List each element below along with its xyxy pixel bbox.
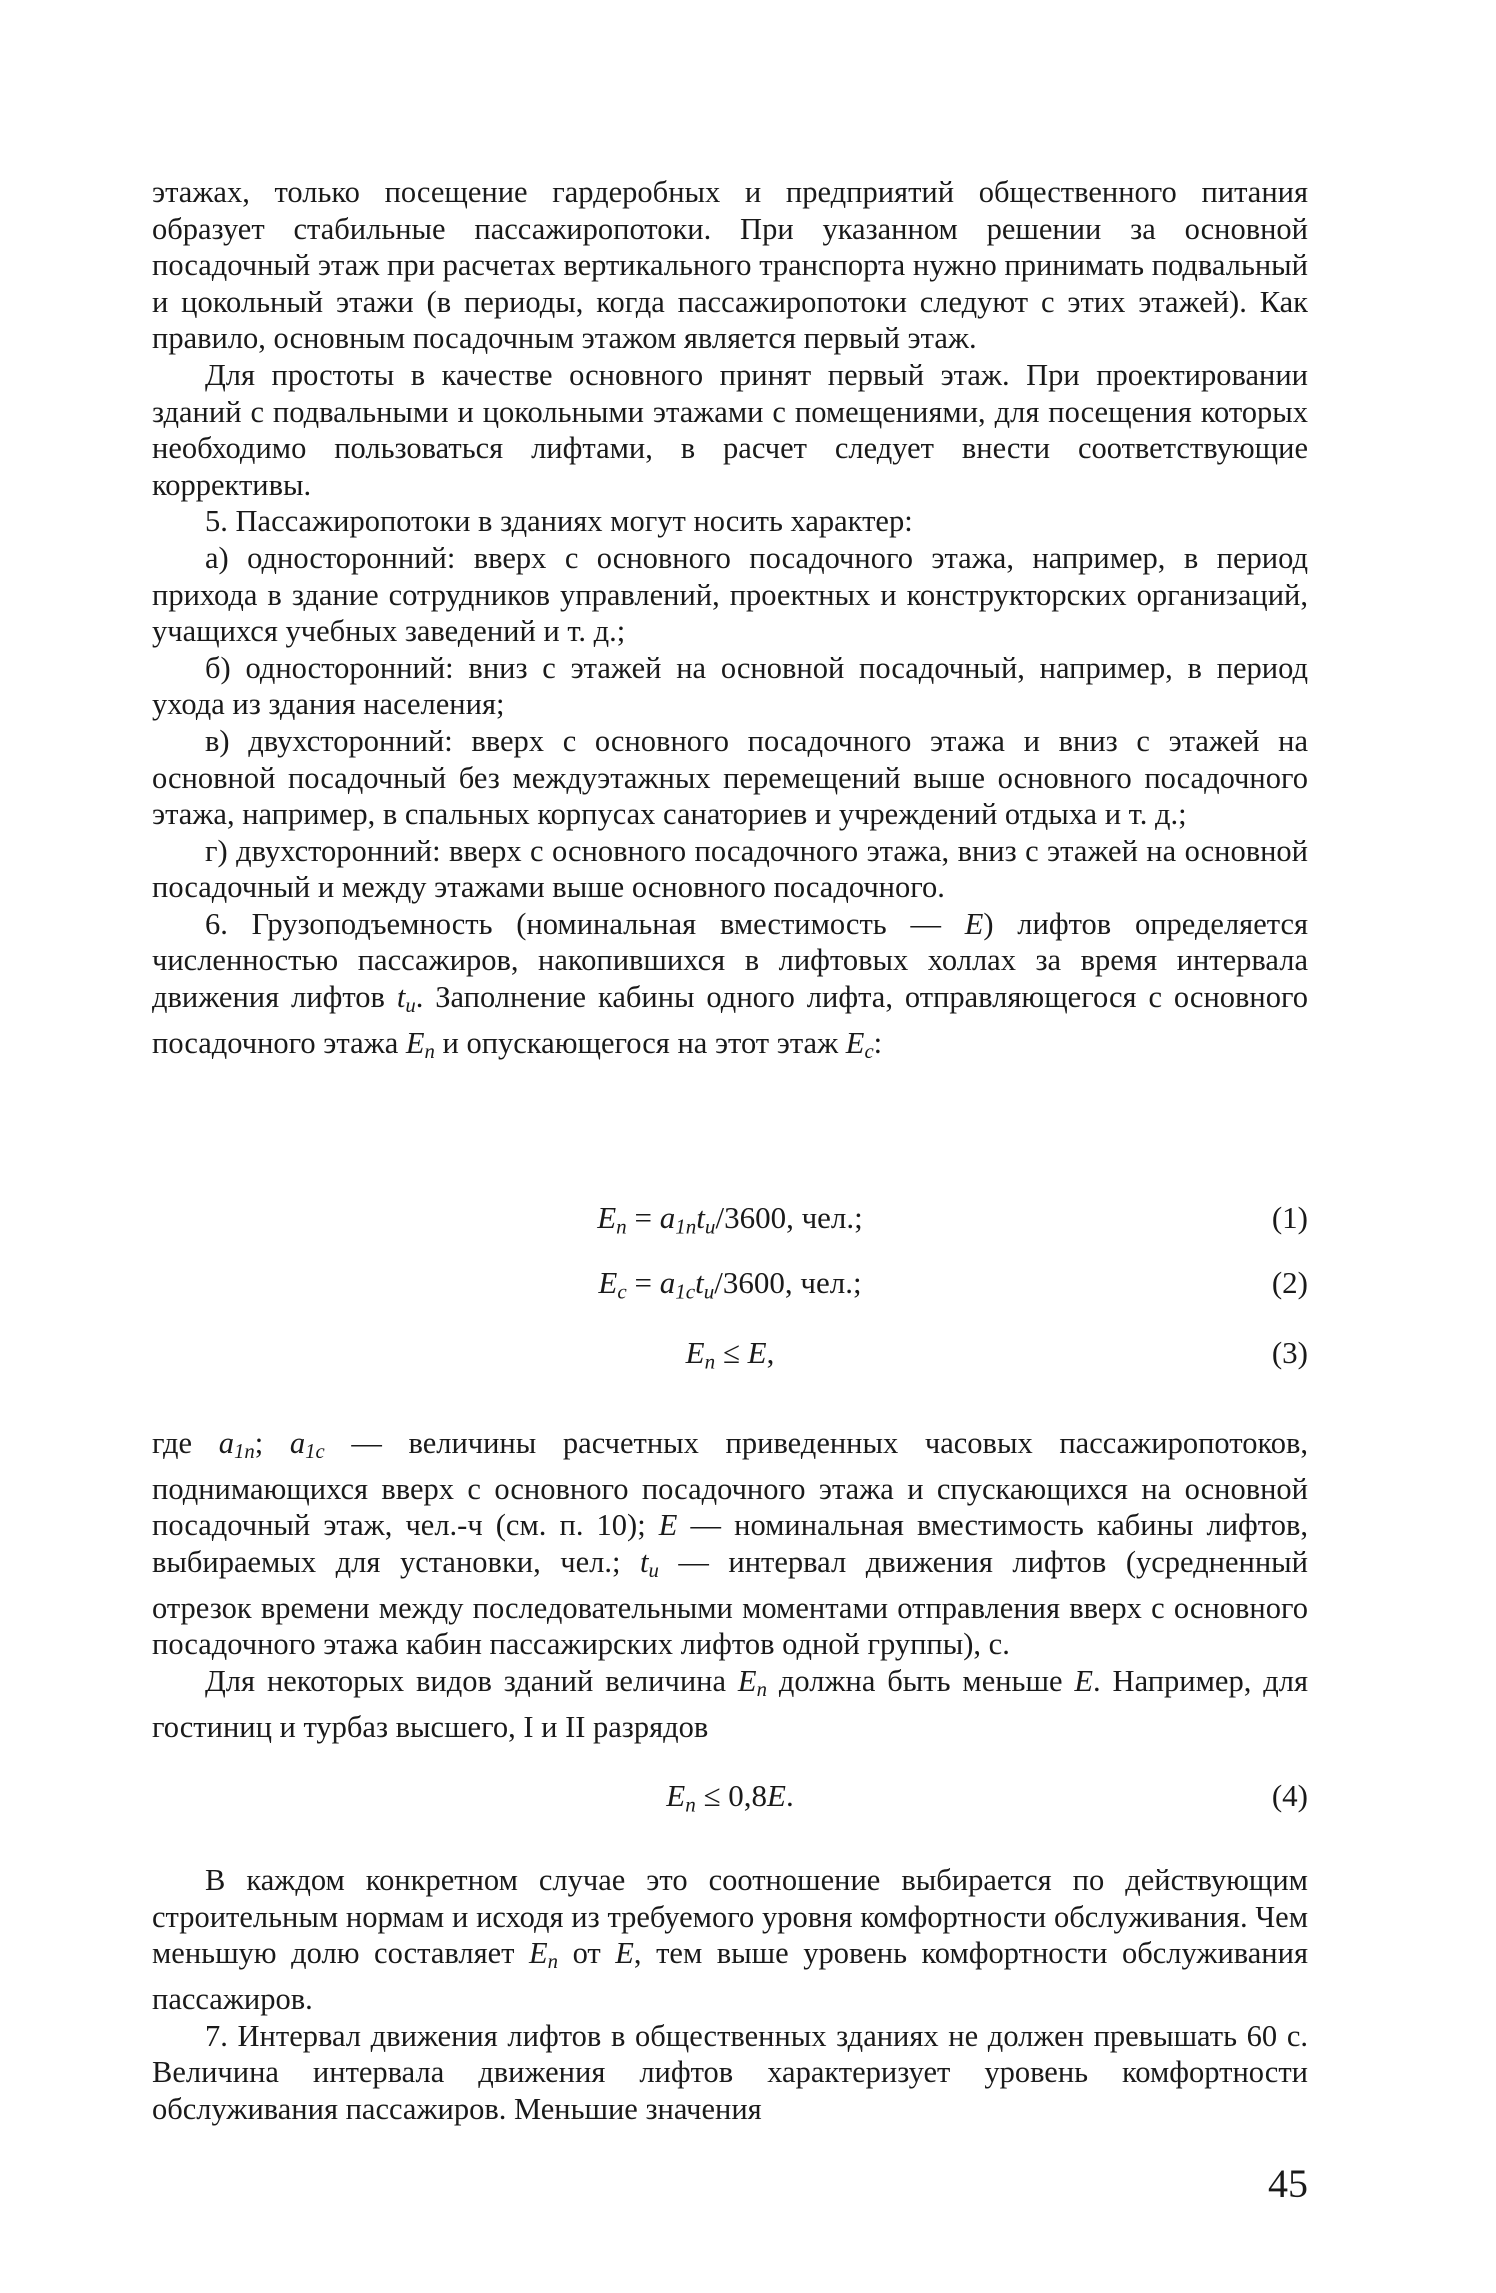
paragraph-item-6: 6. Грузоподъемность (номинальная вместимость — E) лифтов определяется численностью пассажиров, накопившихся в лифтовых холлах за время интервала движения лифтов $t_и$. Заполнение кабины одного лифта, отправляющегося с основного посадочного этажа $E_п$ и опускающегося на этот этаж $E_с$: (152, 906, 1309, 1063)
text-block-bottom (152, 1862, 1308, 2127)
paragraph-continuation: этажах, только посещение гардеробных и предприятий общественного питания образует стабильные пассажиропотоки. При указанном решении за основной посадочный этаж при расчетах вертикального транспорта нужно принимать подвальный и цокольный этажи (в периоды, когда пассажиропотоки следуют с этих этажей). Как правило, основным посадочным этажом является первый этаж. (152, 175, 1308, 356)
paragraph-item-5: 5. Пассажиропотоки в зданиях могут носить характер: (205, 504, 913, 539)
paragraph-definitions: где $a_{1п}$; $a_{1с}$ — величины расчетных приведенных часовых пассажиропотоков, поднимающихся вверх с основного посадочного этажа и спускающихся на основной посадочный этаж, чел.-ч (см. п. 10); E — номинальная вместимость кабины лифтов, выбираемых для установки, чел.; $t_и$ — интервал движения лифтов (усредненный отрезок времени между последовательными моментами отправления вверх с основного посадочного этажа кабин пассажирских лифтов одной группы), с. (152, 1426, 1308, 1662)
equation-number: (2) (1271, 1265, 1308, 1300)
page-number: 45 (1268, 2161, 1308, 2206)
paragraph-item-5b: б) односторонний: вниз с этажей на основной посадочный, например, в период ухода из здания населения; (152, 650, 1308, 722)
formula-1: $E_п = a_{1п}t_и/3600$, чел.; (1) (597, 1200, 1308, 1239)
paragraph-item-5v: в) двухсторонний: вверх с основного посадочного этажа и вниз с этажей на основной посадочный без междуэтажных перемещений выше основного посадочного этажа, например, в спальных корпусах санаториев и учреждений отдыха и т. д.; (152, 723, 1308, 832)
text-block-middle (152, 1425, 1308, 1745)
paragraph-hotels: Для некоторых видов зданий величина $E_п$ должна быть меньше E. Например, для гостиниц и турбаз высшего, I и II разрядов (152, 1663, 1308, 1744)
equation-number: (1) (1271, 1200, 1308, 1235)
paragraph-item-5a: а) односторонний: вверх с основного посадочного этажа, например, в период прихода в здание сотрудников управлений, проектных и конструкторских организаций, учащихся учебных заведений и т. д.; (152, 540, 1308, 649)
paragraph-comfort: В каждом конкретном случае это соотношение выбирается по действующим строительным нормам и исходя из требуемого уровня комфортности обслуживания. Чем меньшую долю составляет $E_п$ от E, тем выше уровень комфортности обслуживания пассажиров. (152, 1863, 1308, 2016)
equation-number: (3) (1271, 1335, 1308, 1370)
equation-number: (4) (1271, 1778, 1308, 1813)
paragraph-item-7: 7. Интервал движения лифтов в общественных зданиях не должен превышать 60 с. Величина интервала движения лифтов характеризует уровень комфортности обслуживания пассажиров. Меньшие значения (152, 2018, 1308, 2126)
formula-2: $E_с = a_{1с}t_и/3600$, чел.; (2) (598, 1265, 1308, 1304)
formula-4: $E_п \le 0,8E$. (4) (666, 1778, 1308, 1817)
formula-3: $E_п \le E$, (3) (685, 1335, 1308, 1374)
text-block-top (152, 174, 1308, 1071)
paragraph-simplicity: Для простоты в качестве основного принят первый этаж. При проектировании зданий с подвальными и цокольными этажами с помещениями, для посещения которых необходимо пользоваться лифтами, в расчет следует внести соответствующие коррективы. (152, 357, 1308, 502)
paragraph-item-5g: г) двухсторонний: вверх с основного посадочного этажа, вниз с этажей на основной посадочный и между этажами выше основного посадочного. (152, 833, 1308, 905)
